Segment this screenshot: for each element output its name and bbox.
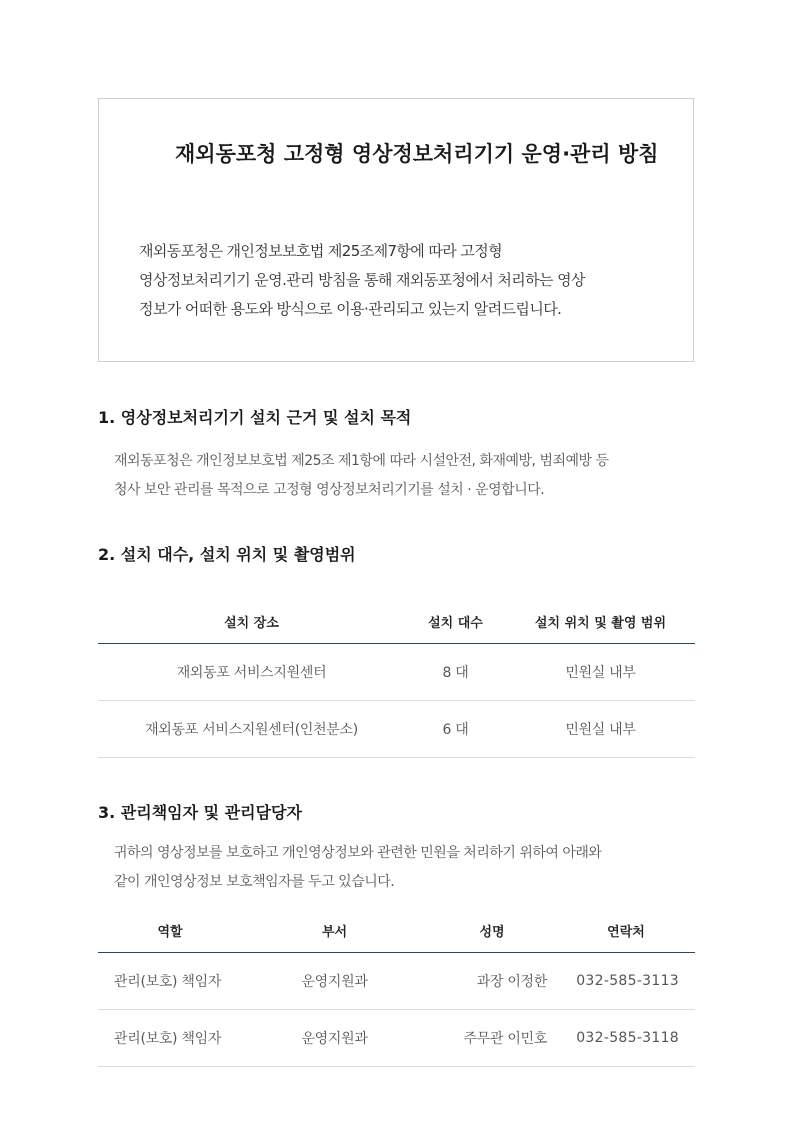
page-title: 재외동포청 고정형 영상정보처리기기 운영·관리 방침 — [175, 142, 659, 166]
table-row — [98, 644, 695, 701]
column-header-name: 성명 — [427, 908, 557, 953]
intro-line: 정보가 어떠한 용도와 방식으로 이용·관리되고 있는지 알려드립니다. — [139, 300, 562, 318]
cell-role: 관리(보호) 책임자 — [98, 1010, 242, 1067]
cell-count: 8 대 — [405, 644, 506, 701]
section-2-title: 2. 설치 대수, 설치 위치 및 촬영범위 — [98, 545, 356, 564]
column-header-range: 설치 위치 및 촬영 범위 — [506, 599, 695, 644]
cell-range: 민원실 내부 — [506, 701, 695, 758]
table-header-row — [98, 908, 695, 953]
table-row — [98, 701, 695, 758]
section-1-title: 1. 영상정보처리기기 설치 근거 및 설치 목적 — [98, 408, 412, 427]
cell-contact: 032-585-3118 — [557, 1010, 695, 1067]
cell-contact: 032-585-3113 — [557, 953, 695, 1010]
table-header-row — [98, 599, 695, 644]
column-header-count: 설치 대수 — [405, 599, 506, 644]
cell-name: 과장 이정한 — [427, 953, 557, 1010]
intro-box — [98, 98, 694, 362]
table-row — [98, 1010, 695, 1067]
cell-location: 재외동포 서비스지원센터(인천분소) — [98, 701, 405, 758]
intro-text — [139, 237, 669, 324]
column-header-contact: 연락처 — [557, 908, 695, 953]
column-header-department: 부서 — [242, 908, 427, 953]
cell-name: 주무관 이민호 — [427, 1010, 557, 1067]
cell-department: 운영지원과 — [242, 1010, 427, 1067]
intro-line: 영상정보처리기기 운영.관리 방침을 통해 재외동포청에서 처리하는 영상 — [139, 271, 585, 289]
table-row — [98, 953, 695, 1010]
section-3-text — [114, 839, 694, 897]
installation-table — [98, 599, 695, 758]
column-header-role: 역할 — [98, 908, 242, 953]
section-1-line: 청사 보안 관리를 목적으로 고정형 영상정보처리기기를 설치 · 운영합니다. — [114, 482, 545, 498]
column-header-location: 설치 장소 — [98, 599, 405, 644]
cell-count: 6 대 — [405, 701, 506, 758]
intro-line: 재외동포청은 개인정보보호법 제25조제7항에 따라 고정형 — [139, 242, 502, 260]
cell-department: 운영지원과 — [242, 953, 427, 1010]
section-3-title: 3. 관리책임자 및 관리담당자 — [98, 803, 302, 822]
cell-role: 관리(보호) 책임자 — [98, 953, 242, 1010]
section-1-text — [114, 447, 694, 505]
cell-location: 재외동포 서비스지원센터 — [98, 644, 405, 701]
cell-range: 민원실 내부 — [506, 644, 695, 701]
section-3-line: 같이 개인영상정보 보호책임자를 두고 있습니다. — [114, 874, 395, 890]
section-1-line: 재외동포청은 개인정보보호법 제25조 제1항에 따라 시설안전, 화재예방, 범죄예방 등 — [114, 453, 609, 469]
manager-table — [98, 908, 695, 1067]
section-3-line: 귀하의 영상정보를 보호하고 개인영상정보와 관련한 민원을 처리하기 위하여 아래와 — [114, 845, 602, 861]
